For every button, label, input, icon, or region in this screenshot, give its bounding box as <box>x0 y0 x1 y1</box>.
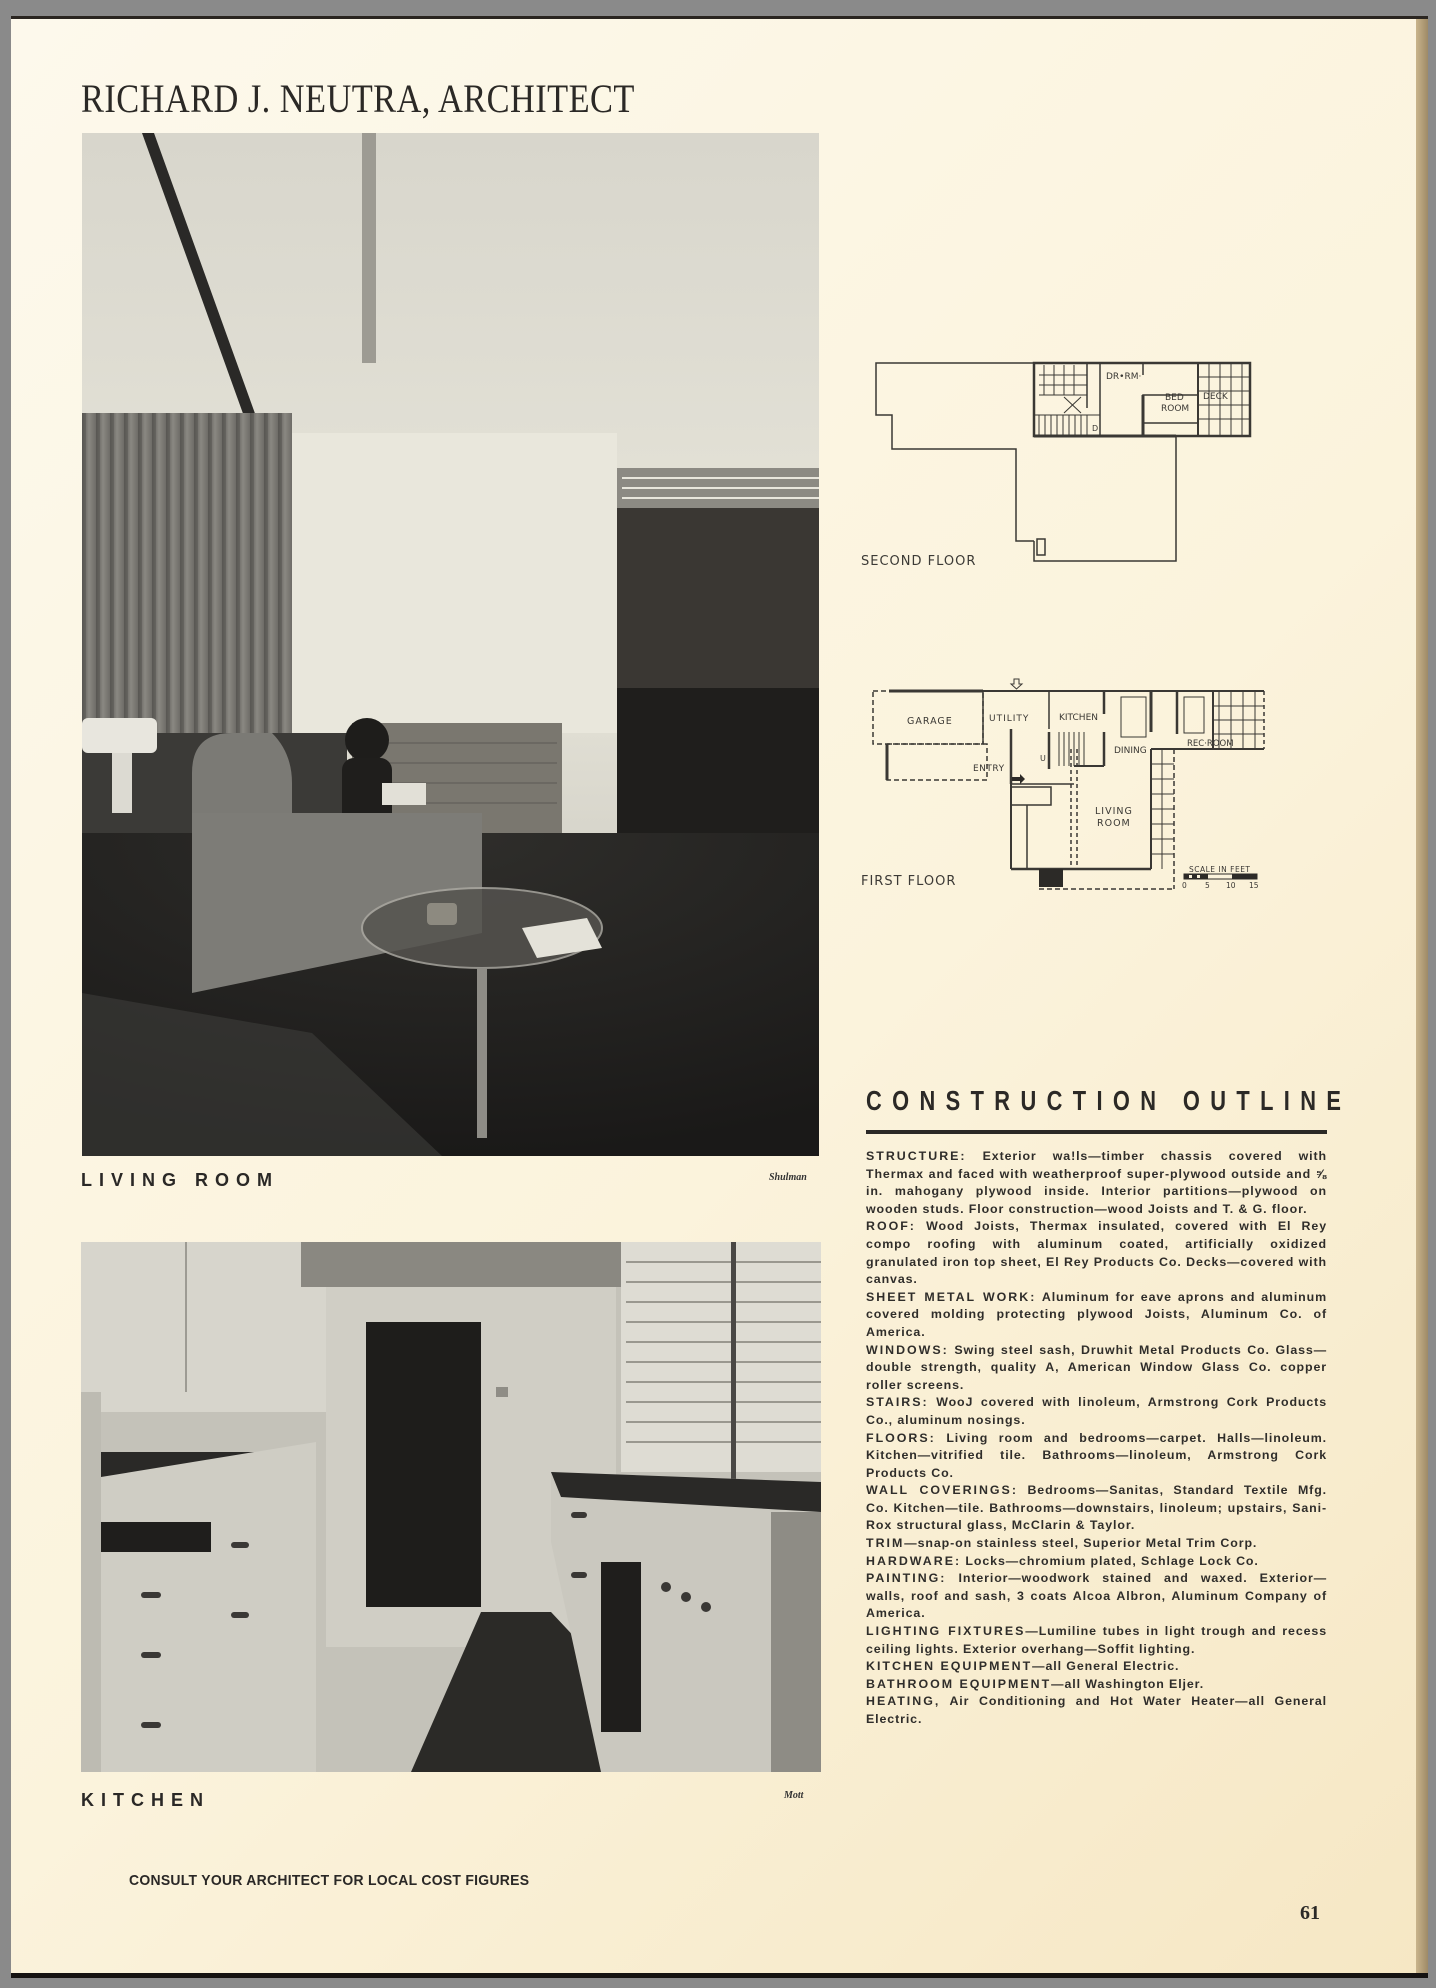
spec-item: HEATING, Air Conditioning and Hot Water Heater—all General Electric. <box>866 1694 1327 1726</box>
scale-tick-15: 15 <box>1249 881 1259 890</box>
plan-label-bed: BED <box>1165 393 1184 403</box>
scale-tick-10: 10 <box>1226 881 1236 890</box>
page-title: RICHARD J. NEUTRA, ARCHITECT <box>81 76 635 121</box>
plan-label-room: ROOM <box>1161 404 1190 414</box>
plan-label-dining: DINING <box>1114 746 1147 756</box>
second-floor-label: SECOND FLOOR <box>861 554 977 569</box>
kitchen-caption: KITCHEN <box>81 1790 210 1810</box>
spec-item: FLOORS: Living room and bedrooms—carpet. Halls—linoleum. Kitchen—vitrified tile. Bathrooms—linoleum, Armstrong Cork Products Co. <box>866 1430 1327 1480</box>
plan-label-entry: ENTRY <box>973 764 1005 774</box>
spec-item: ROOF: Wood Joists, Thermax insulated, covered with El Rey compo roofing with aluminum coated, artificially oxidized granulated iron top sheet, El Rey Products Co. Decks—covered with canvas. <box>866 1219 1327 1287</box>
page-edge <box>1416 19 1428 1973</box>
construction-spec-list <box>866 1148 1327 1729</box>
plan-label-down: D <box>1092 424 1099 433</box>
scale-bar <box>1182 865 1259 890</box>
plan-label-living-room: ROOM <box>1097 818 1131 829</box>
spec-item: HARDWARE: Locks—chromium plated, Schlage Lock Co. <box>866 1553 1259 1568</box>
living-room-photo <box>82 133 819 1156</box>
plan-label-kitchen: KITCHEN <box>1059 713 1098 723</box>
spec-item: STRUCTURE: Exterior wa!ls—timber chassis covered with Thermax and faced with weatherproof super-plywood outside and ⅝ in. mahogany plywood inside. Interior partitions—plywood on wooden studs. Floor construction—wood Joists and T. & G. floor. <box>866 1149 1327 1216</box>
first-floor-plan-drawing <box>859 674 1339 894</box>
plan-label-living: LIVING <box>1095 806 1133 817</box>
living-room-image <box>82 133 819 1156</box>
spec-item: LIGHTING FIXTURES—Lumiline tubes in light trough and recess ceiling lights. Exterior overhang—Soffit lighting. <box>866 1624 1327 1656</box>
spec-item: WINDOWS: Swing steel sash, Druwhit Metal Products Co. Glass—double strength, quality A, American Window Glass Co. copper roller screens. <box>866 1342 1327 1392</box>
construction-outline-title: CONSTRUCTION OUTLINE <box>866 1085 1352 1116</box>
first-floor-label: FIRST FLOOR <box>861 874 957 889</box>
second-floor-plan <box>859 355 1339 585</box>
kitchen-photo <box>81 1242 821 1772</box>
plan-label-rec-room: REC·ROOM <box>1187 739 1234 749</box>
plan-label-dressing-room: DR•RM· <box>1106 372 1142 382</box>
scale-tick-5: 5 <box>1205 881 1210 890</box>
spec-item: TRIM—snap-on stainless steel, Superior Metal Trim Corp. <box>866 1536 1258 1551</box>
second-floor-plan-drawing <box>859 355 1339 585</box>
magazine-page <box>11 16 1428 1978</box>
plan-label-up: U <box>1040 754 1046 763</box>
spec-item: PAINTING: Interior—woodwork stained and waxed. Exterior—walls, roof and sash, 3 coats Alcoa Albron, Aluminum Company of America. <box>866 1571 1327 1621</box>
plan-label-garage: GARAGE <box>907 716 953 727</box>
living-room-photo-credit: Shulman <box>769 1172 807 1183</box>
spec-item: BATHROOM EQUIPMENT—all Washington Eljer. <box>866 1676 1205 1691</box>
scale-title: SCALE IN FEET <box>1189 865 1251 874</box>
first-floor-plan <box>859 674 1339 894</box>
plan-label-deck: DECK <box>1203 392 1228 402</box>
spec-item: SHEET METAL WORK: Aluminum for eave aprons and aluminum covered molding protecting plywood Joists, Aluminum Co. of America. <box>866 1289 1328 1339</box>
cost-note: CONSULT YOUR ARCHITECT FOR LOCAL COST FIGURES <box>129 1872 530 1889</box>
title-rule <box>866 1130 1327 1134</box>
page-number: 61 <box>1300 1902 1320 1924</box>
spec-item: WALL COVERINGS: Bedrooms—Sanitas, Standard Textile Mfg. Co. Kitchen—tile. Bathrooms—downstairs, linoleum; upstairs, Sani-Rox structural glass, McClarin & Taylor. <box>866 1483 1327 1533</box>
living-room-caption: LIVING ROOM <box>81 1170 279 1190</box>
plan-label-utility: UTILITY <box>989 714 1030 724</box>
spec-item: STAIRS: WooJ covered with linoleum, Armstrong Cork Products Co., aluminum nosings. <box>866 1395 1327 1427</box>
kitchen-image <box>81 1242 821 1772</box>
kitchen-photo-credit: Mott <box>784 1790 804 1801</box>
scale-tick-0: 0 <box>1182 881 1187 890</box>
spec-item: KITCHEN EQUIPMENT—all General Electric. <box>866 1659 1180 1674</box>
